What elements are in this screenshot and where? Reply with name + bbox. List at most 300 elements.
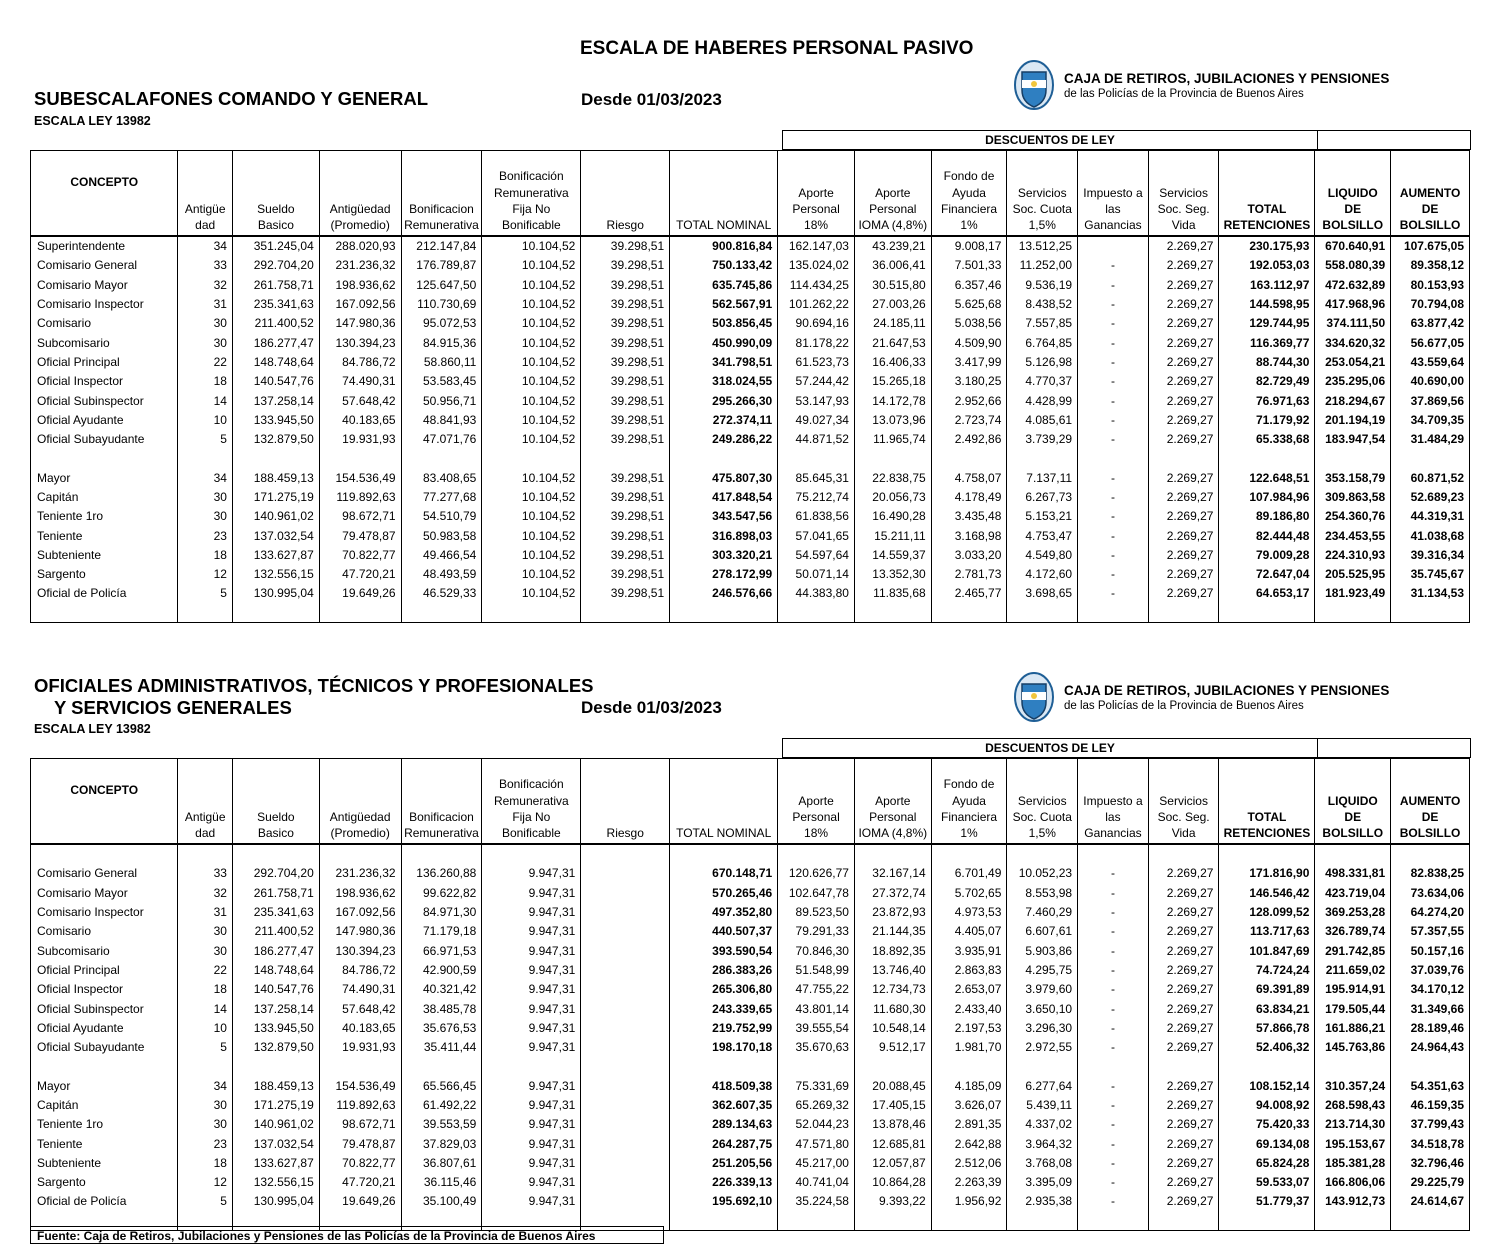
value-cell: 261.758,71 (232, 275, 319, 294)
value-cell: 10.104,52 (482, 391, 581, 410)
column-header-line: AUMENTO (1399, 185, 1461, 200)
value-cell: 13.512,25 (1007, 236, 1078, 256)
value-cell: 79.009,28 (1219, 545, 1315, 564)
value-cell: 4.337,02 (1007, 1115, 1078, 1134)
value-cell: 176.789,87 (401, 256, 482, 275)
descuentos-label: DESCUENTOS DE LEY (783, 131, 1318, 150)
column-header-line: Remunerativa (493, 185, 569, 200)
value-cell: 4.770,37 (1007, 372, 1078, 391)
value-cell (778, 844, 855, 864)
value-cell: 295.266,30 (670, 391, 778, 410)
value-cell (1315, 1057, 1391, 1076)
value-cell: 291.742,85 (1315, 941, 1391, 960)
value-cell: 334.620,32 (1315, 333, 1391, 352)
value-cell: 2.269,27 (1148, 980, 1219, 999)
value-cell: 15.265,18 (854, 372, 931, 391)
concept-cell: Subcomisario (31, 333, 178, 352)
value-cell: 21.144,35 (854, 922, 931, 941)
column-header (482, 759, 581, 844)
value-cell (1391, 844, 1470, 864)
value-cell: 63.877,42 (1391, 314, 1470, 333)
column-header (854, 151, 931, 236)
column-header (178, 759, 233, 844)
concept-cell: Oficial Ayudante (31, 1018, 178, 1037)
value-cell (931, 603, 1007, 623)
value-cell: 30.515,80 (854, 275, 931, 294)
value-cell: 9.947,31 (482, 1037, 581, 1056)
concept-cell: Teniente 1ro (31, 507, 178, 526)
column-header (401, 759, 482, 844)
police-seal-icon (1014, 60, 1054, 110)
concept-cell: Oficial Subinspector (31, 999, 178, 1018)
value-cell: 2.935,38 (1007, 1192, 1078, 1211)
descuentos-label: DESCUENTOS DE LEY (783, 739, 1318, 758)
value-cell: 670.148,71 (670, 864, 778, 883)
value-cell: - (1078, 429, 1149, 448)
value-cell: 218.294,67 (1315, 391, 1391, 410)
value-cell: 13.352,30 (854, 565, 931, 584)
value-cell: 35.411,44 (401, 1037, 482, 1056)
column-header-line: RETENCIONES (1223, 218, 1311, 233)
value-cell: 253.054,21 (1315, 352, 1391, 371)
value-cell: 2.269,27 (1148, 507, 1219, 526)
value-cell: - (1078, 545, 1149, 564)
value-cell: 374.111,50 (1315, 314, 1391, 333)
value-cell: - (1078, 256, 1149, 275)
value-cell: 351.245,04 (232, 236, 319, 256)
value-cell: 65.824,28 (1219, 1153, 1315, 1172)
value-cell: 12 (178, 565, 233, 584)
value-cell: 17.405,15 (854, 1095, 931, 1114)
value-cell: 29.225,79 (1391, 1173, 1470, 1192)
value-cell: 10.864,28 (854, 1173, 931, 1192)
value-cell (232, 449, 319, 468)
value-cell: 2.269,27 (1148, 429, 1219, 448)
concept-cell (31, 1057, 178, 1076)
value-cell: 140.547,76 (232, 980, 319, 999)
column-header-line: Riesgo (606, 218, 644, 233)
value-cell: 74.490,31 (319, 372, 401, 391)
value-cell: 10.104,52 (482, 468, 581, 487)
value-cell: 130.394,23 (319, 333, 401, 352)
column-header-line: Sueldo (257, 201, 295, 216)
value-cell: 900.816,84 (670, 236, 778, 256)
value-cell (1078, 236, 1149, 256)
value-cell: 32 (178, 883, 233, 902)
value-cell: 135.024,02 (778, 256, 855, 275)
value-cell (482, 603, 581, 623)
column-header (1391, 759, 1470, 844)
value-cell: 132.556,15 (232, 565, 319, 584)
value-cell: 272.374,11 (670, 410, 778, 429)
value-cell: 2.263,39 (931, 1173, 1007, 1192)
value-cell: 326.789,74 (1315, 922, 1391, 941)
value-cell: 44.871,52 (778, 429, 855, 448)
value-cell: 51.548,99 (778, 960, 855, 979)
value-cell: 40.183,65 (319, 410, 401, 429)
value-cell: 289.134,63 (670, 1115, 778, 1134)
logo-line-1: CAJA DE RETIROS, JUBILACIONES Y PENSIONES (1064, 70, 1390, 86)
value-cell: 110.730,69 (401, 294, 482, 313)
value-cell: 57.244,42 (778, 372, 855, 391)
value-cell: 81.178,22 (778, 333, 855, 352)
value-cell: 7.137,11 (1007, 468, 1078, 487)
column-header-line: Bonificable (501, 826, 561, 841)
value-cell: 30 (178, 922, 233, 941)
column-header-line: 1% (960, 826, 978, 841)
value-cell: 146.546,42 (1219, 883, 1315, 902)
column-header (1219, 151, 1315, 236)
value-cell: 32 (178, 275, 233, 294)
value-cell: 39.298,51 (581, 352, 670, 371)
column-header-line: (Promedio) (330, 218, 390, 233)
table-row (31, 960, 1470, 979)
value-cell (482, 844, 581, 864)
value-cell: 50.983,58 (401, 526, 482, 545)
concept-cell: Oficial Inspector (31, 980, 178, 999)
value-cell: 23 (178, 526, 233, 545)
value-cell: 40.741,04 (778, 1173, 855, 1192)
value-cell: 71.179,92 (1219, 410, 1315, 429)
value-cell: 14 (178, 391, 233, 410)
value-cell: 3.180,25 (931, 372, 1007, 391)
column-header-line: DE (1421, 809, 1439, 824)
value-cell: 417.968,96 (1315, 294, 1391, 313)
value-cell: 19.649,26 (319, 1192, 401, 1211)
value-cell (581, 1192, 670, 1211)
descuentos-spacer (1318, 739, 1471, 758)
logo (1014, 672, 1389, 722)
value-cell (482, 1057, 581, 1076)
value-cell (1007, 1057, 1078, 1076)
column-header (1078, 151, 1149, 236)
value-cell: 5 (178, 429, 233, 448)
value-cell: 235.341,63 (232, 902, 319, 921)
value-cell: 9.947,31 (482, 922, 581, 941)
column-header-line: TOTAL NOMINAL (676, 218, 772, 233)
value-cell: 2.269,27 (1148, 960, 1219, 979)
value-cell: 89.186,80 (1219, 507, 1315, 526)
value-cell: 69.391,89 (1219, 980, 1315, 999)
value-cell: 39.298,51 (581, 256, 670, 275)
value-cell: 61.492,22 (401, 1095, 482, 1114)
value-cell: 130.995,04 (232, 1192, 319, 1211)
column-header-line: Bonificación (498, 169, 564, 184)
value-cell: 472.632,89 (1315, 275, 1391, 294)
value-cell: 47.720,21 (319, 565, 401, 584)
column-header-line: Servicios (1159, 185, 1208, 200)
value-cell: 226.339,13 (670, 1173, 778, 1192)
value-cell: 39.298,51 (581, 565, 670, 584)
concept-cell: Subteniente (31, 545, 178, 564)
value-cell: 82.444,48 (1219, 526, 1315, 545)
value-cell: 261.758,71 (232, 883, 319, 902)
value-cell (581, 1018, 670, 1037)
value-cell: 7.501,33 (931, 256, 1007, 275)
value-cell: 24.614,67 (1391, 1192, 1470, 1211)
value-cell: 140.961,02 (232, 1115, 319, 1134)
column-header-line: DE (1344, 809, 1362, 824)
column-header-line: Basico (257, 826, 294, 841)
value-cell: 3.650,10 (1007, 999, 1078, 1018)
column-header (319, 151, 401, 236)
value-cell: 61.523,73 (778, 352, 855, 371)
value-cell: 85.645,31 (778, 468, 855, 487)
value-cell: 64.653,17 (1219, 584, 1315, 603)
value-cell: 65.566,45 (401, 1076, 482, 1095)
value-cell: 39.298,51 (581, 314, 670, 333)
value-cell: 39.298,51 (581, 391, 670, 410)
table-row (31, 449, 1470, 468)
value-cell: 9.947,31 (482, 864, 581, 883)
value-cell: 20.088,45 (854, 1076, 931, 1095)
value-cell: 179.505,44 (1315, 999, 1391, 1018)
value-cell: 137.258,14 (232, 391, 319, 410)
value-cell: 39.298,51 (581, 372, 670, 391)
column-header-line: LIQUIDO (1327, 793, 1378, 808)
value-cell: 84.786,72 (319, 960, 401, 979)
column-header-line: Remunerativa (493, 793, 569, 808)
value-cell: 5.439,11 (1007, 1095, 1078, 1114)
value-cell: 39.298,51 (581, 526, 670, 545)
value-cell: 33 (178, 256, 233, 275)
value-cell: 82.729,49 (1219, 372, 1315, 391)
logo-line-1: CAJA DE RETIROS, JUBILACIONES Y PENSIONES (1064, 682, 1390, 698)
table-row (31, 1153, 1470, 1172)
column-header (581, 759, 670, 844)
value-cell (178, 603, 233, 623)
value-cell: 34 (178, 468, 233, 487)
value-cell: 35.100,49 (401, 1192, 482, 1211)
column-header-line: Financiera (941, 809, 998, 824)
column-header-line: Antigüe (184, 809, 226, 824)
value-cell: 4.085,61 (1007, 410, 1078, 429)
value-cell: 185.381,28 (1315, 1153, 1391, 1172)
value-cell: 49.466,54 (401, 545, 482, 564)
value-cell: 76.971,63 (1219, 391, 1315, 410)
value-cell (1219, 603, 1315, 623)
value-cell: 5.038,56 (931, 314, 1007, 333)
value-cell: - (1078, 1173, 1149, 1192)
concept-cell: Subcomisario (31, 941, 178, 960)
concept-cell: Capitán (31, 1095, 178, 1114)
value-cell: 2.269,27 (1148, 526, 1219, 545)
value-cell: 10.548,14 (854, 1018, 931, 1037)
value-cell (1219, 844, 1315, 864)
value-cell (1078, 1057, 1149, 1076)
value-cell: - (1078, 468, 1149, 487)
value-cell: 18 (178, 372, 233, 391)
value-cell: 24.964,43 (1391, 1037, 1470, 1056)
value-cell: - (1078, 565, 1149, 584)
value-cell: 2.269,27 (1148, 352, 1219, 371)
value-cell (319, 603, 401, 623)
value-cell: 9.947,31 (482, 1173, 581, 1192)
column-header-line: Sueldo (257, 809, 295, 824)
value-cell: 64.274,20 (1391, 902, 1470, 921)
value-cell: 113.717,63 (1219, 922, 1315, 941)
value-cell: 84.971,30 (401, 902, 482, 921)
table-row (31, 236, 1470, 256)
value-cell: 79.478,87 (319, 526, 401, 545)
value-cell: 39.298,51 (581, 333, 670, 352)
concept-cell (31, 449, 178, 468)
table-row (31, 507, 1470, 526)
value-cell: 28.189,46 (1391, 1018, 1470, 1037)
value-cell: 130.995,04 (232, 584, 319, 603)
logo-line-2: de las Policías de la Provincia de Buenos Aires (1064, 87, 1304, 100)
column-header-line: Ayuda (952, 793, 986, 808)
value-cell (581, 1037, 670, 1056)
table-row (31, 902, 1470, 921)
value-cell: 30 (178, 333, 233, 352)
value-cell (232, 603, 319, 623)
column-header-line: Soc. Cuota (1012, 201, 1072, 216)
value-cell (1315, 449, 1391, 468)
value-cell: 70.794,08 (1391, 294, 1470, 313)
value-cell: 3.935,91 (931, 941, 1007, 960)
column-header (1078, 759, 1149, 844)
value-cell: 316.898,03 (670, 526, 778, 545)
value-cell: - (1078, 333, 1149, 352)
value-cell: 3.168,98 (931, 526, 1007, 545)
value-cell (1148, 844, 1219, 864)
value-cell: 341.798,51 (670, 352, 778, 371)
value-cell: 417.848,54 (670, 487, 778, 506)
value-cell (178, 449, 233, 468)
value-cell (232, 1057, 319, 1076)
value-cell: 186.277,47 (232, 333, 319, 352)
value-cell: 74.490,31 (319, 980, 401, 999)
column-header (931, 151, 1007, 236)
value-cell: 167.092,56 (319, 294, 401, 313)
value-cell: 39.298,51 (581, 487, 670, 506)
value-cell: 171.275,19 (232, 1095, 319, 1114)
value-cell: 5 (178, 1192, 233, 1211)
value-cell: 16.490,28 (854, 507, 931, 526)
column-header (31, 151, 178, 236)
column-header-line: AUMENTO (1399, 793, 1461, 808)
value-cell: 12.734,73 (854, 980, 931, 999)
value-cell: 9.947,31 (482, 902, 581, 921)
value-cell (854, 449, 931, 468)
value-cell: - (1078, 1037, 1149, 1056)
value-cell: 39.298,51 (581, 584, 670, 603)
column-header (1007, 151, 1078, 236)
value-cell: 243.339,65 (670, 999, 778, 1018)
value-cell (778, 1057, 855, 1076)
value-cell: 2.723,74 (931, 410, 1007, 429)
value-cell: 2.972,55 (1007, 1037, 1078, 1056)
value-cell (778, 449, 855, 468)
value-cell: 4.172,60 (1007, 565, 1078, 584)
value-cell (778, 603, 855, 623)
value-cell: 5.126,98 (1007, 352, 1078, 371)
value-cell: - (1078, 507, 1149, 526)
value-cell: 251.205,56 (670, 1153, 778, 1172)
value-cell: 4.295,75 (1007, 960, 1078, 979)
value-cell (1007, 1211, 1078, 1231)
value-cell: 570.265,46 (670, 883, 778, 902)
value-cell: 99.622,82 (401, 883, 482, 902)
value-cell: 70.846,30 (778, 941, 855, 960)
concept-cell: Subteniente (31, 1153, 178, 1172)
concept-cell (31, 603, 178, 623)
value-cell: 423.719,04 (1315, 883, 1391, 902)
section-2-escala: ESCALA LEY 13982 (34, 722, 151, 736)
table-row (31, 294, 1470, 313)
value-cell: 19.931,93 (319, 1037, 401, 1056)
table-row (31, 1037, 1470, 1056)
value-cell: 57.648,42 (319, 999, 401, 1018)
value-cell: 288.020,93 (319, 236, 401, 256)
column-header-line: dad (195, 826, 216, 841)
table-row (31, 565, 1470, 584)
table-row (31, 372, 1470, 391)
value-cell: 286.383,26 (670, 960, 778, 979)
section-1-escala: ESCALA LEY 13982 (34, 114, 151, 128)
value-cell: 2.269,27 (1148, 1115, 1219, 1134)
value-cell: 98.672,71 (319, 1115, 401, 1134)
value-cell: 35.676,53 (401, 1018, 482, 1037)
value-cell: 133.627,87 (232, 545, 319, 564)
value-cell: 9.536,19 (1007, 275, 1078, 294)
value-cell: 137.032,54 (232, 1134, 319, 1153)
table-row (31, 352, 1470, 371)
value-cell (1315, 1211, 1391, 1231)
value-cell: 393.590,54 (670, 941, 778, 960)
value-cell (581, 844, 670, 864)
value-cell: 60.871,52 (1391, 468, 1470, 487)
value-cell: 9.947,31 (482, 883, 581, 902)
value-cell: 198.936,62 (319, 275, 401, 294)
value-cell: 63.834,21 (1219, 999, 1315, 1018)
value-cell: 9.947,31 (482, 1134, 581, 1153)
value-cell: 53.583,45 (401, 372, 482, 391)
value-cell: 66.971,53 (401, 941, 482, 960)
value-cell: - (1078, 526, 1149, 545)
value-cell: 43.801,14 (778, 999, 855, 1018)
value-cell: 143.912,73 (1315, 1192, 1391, 1211)
table-row (31, 1173, 1470, 1192)
value-cell: 10.052,23 (1007, 864, 1078, 883)
value-cell: 44.319,31 (1391, 507, 1470, 526)
concept-cell: Oficial Principal (31, 352, 178, 371)
column-header (1148, 151, 1219, 236)
value-cell: 133.627,87 (232, 1153, 319, 1172)
value-cell: 30 (178, 1115, 233, 1134)
value-cell: 235.341,63 (232, 294, 319, 313)
value-cell: - (1078, 294, 1149, 313)
value-cell: 16.406,33 (854, 352, 931, 371)
concept-cell: Oficial Ayudante (31, 410, 178, 429)
value-cell: 43.239,21 (854, 236, 931, 256)
value-cell: 3.395,09 (1007, 1173, 1078, 1192)
value-cell (581, 1153, 670, 1172)
column-header (1148, 759, 1219, 844)
column-header-line: Servicios (1017, 185, 1067, 200)
value-cell: 3.964,32 (1007, 1134, 1078, 1153)
value-cell: 39.555,54 (778, 1018, 855, 1037)
value-cell: 147.980,36 (319, 922, 401, 941)
value-cell: 39.298,51 (581, 468, 670, 487)
value-cell: 2.781,73 (931, 565, 1007, 584)
value-cell: 10.104,52 (482, 545, 581, 564)
value-cell: 54.510,79 (401, 507, 482, 526)
column-header-line: Basico (257, 218, 294, 233)
column-header-line: Servicios (1017, 793, 1067, 808)
value-cell: 303.320,21 (670, 545, 778, 564)
